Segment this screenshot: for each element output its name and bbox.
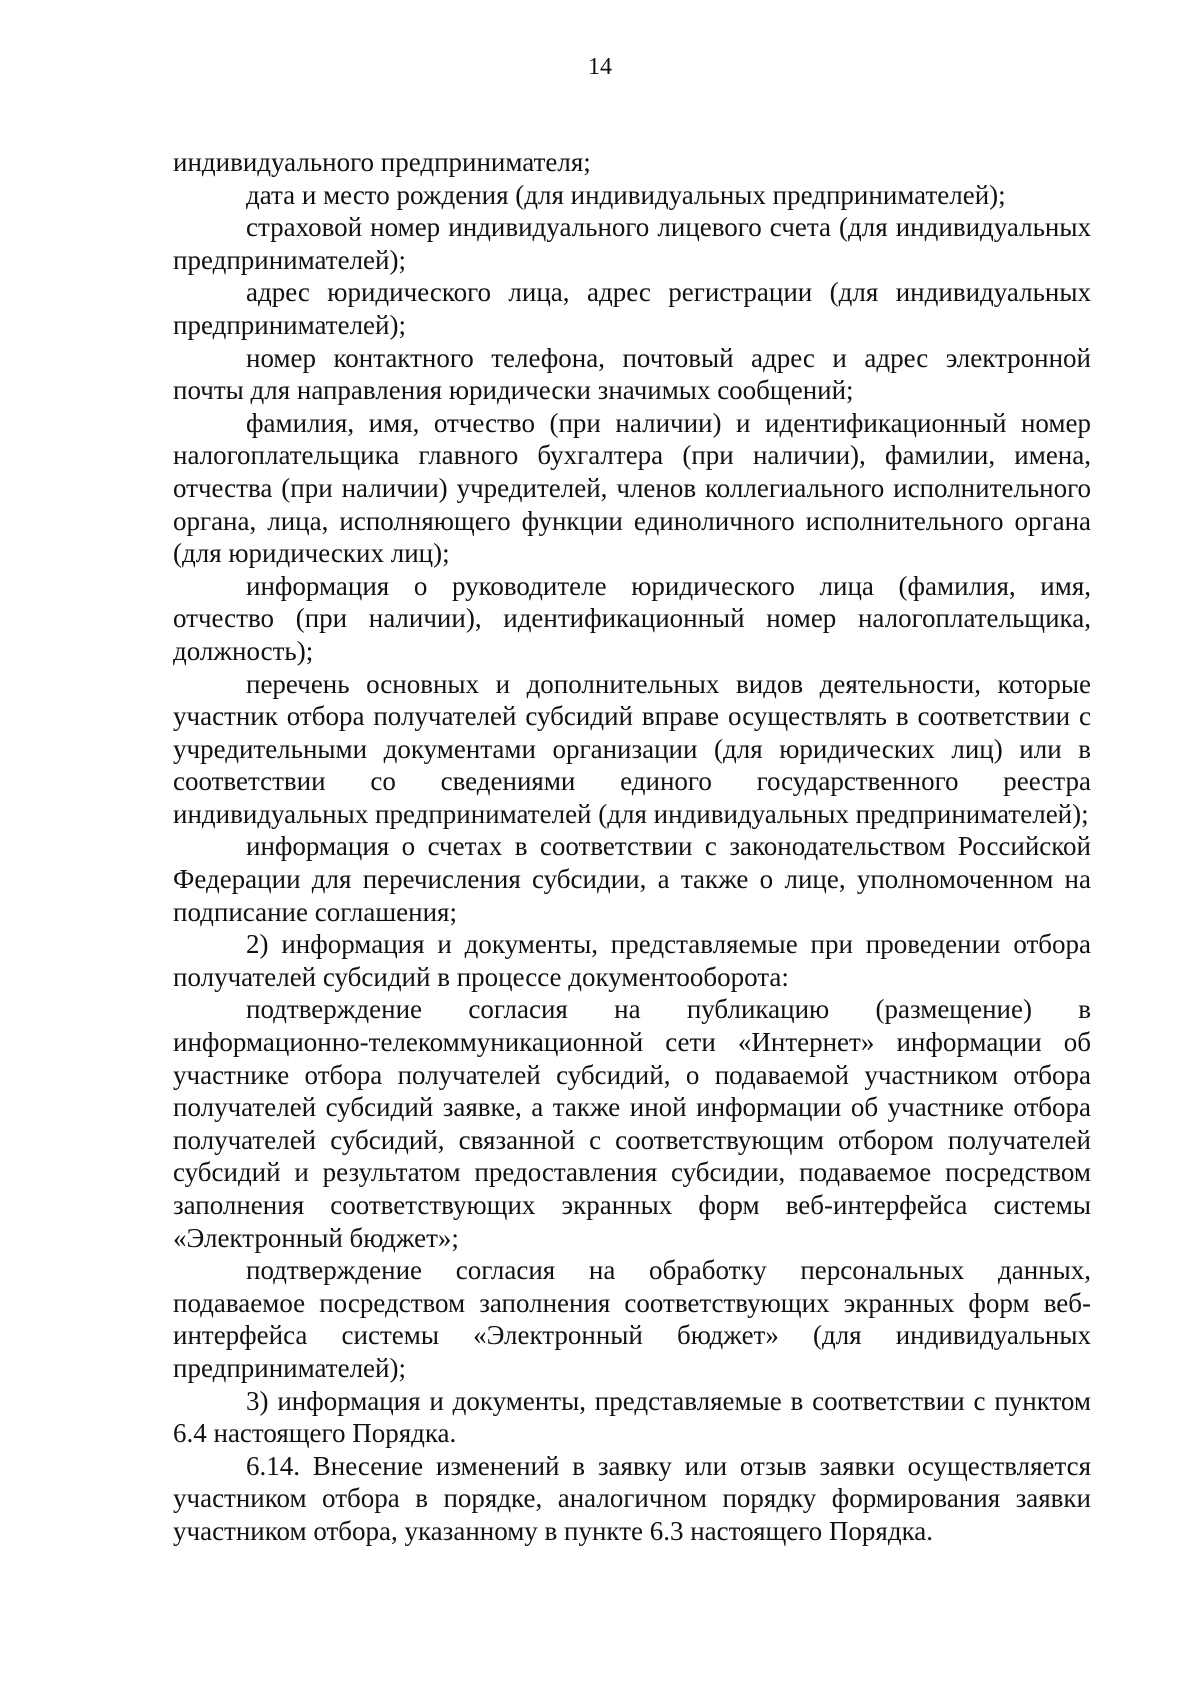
document-body [173, 146, 1091, 1548]
paragraph-section-6-14: 6.14. Внесение изменений в заявку или отзыв заявки осуществляется участником отбора в порядке, аналогичном порядку формирования заявки участником отбора, указанному в пункте 6.3 настоящего Порядка. [173, 1450, 1091, 1546]
paragraph-accountant-founders: фамилия, имя, отчество (при наличии) и идентификационный номер налогоплательщика главного бухгалтера (при наличии), фамилии, имена, отчества (при наличии) учредителей, членов коллегиального исполнительного органа, лица, исполняющего функции единоличного исполнительного органа (для юридических лиц); [173, 407, 1091, 569]
paragraph-birth-data: дата и место рождения (для индивидуальных предпринимателей); [246, 179, 1006, 210]
paragraph-insurance-number: страховой номер индивидуального лицевого счета (для индивидуальных предпринимателей); [173, 212, 1091, 275]
paragraph-accounts: информация о счетах в соответствии с законодательством Российской Федерации для перечисления субсидии, а также о лице, уполномоченном на подписание соглашения; [173, 831, 1091, 927]
paragraph-publication-consent: подтверждение согласия на публикацию (размещение) в информационно-телекоммуникационной сети «Интернет» информации об участнике отбора получателей субсидий, о подаваемой участником отбора получателей субсидий заявке, а также иной информации об участнике отбора получателей субсидий, связанной с соответствующим отбором получателей субсидий и результатом предоставления субсидии, подаваемое посредством заполнения соответствующих экранных форм веб-интерфейса системы «Электронный бюджет»; [173, 994, 1091, 1253]
paragraph-continuation: индивидуального предпринимателя; [173, 147, 591, 177]
paragraph-personal-data-consent: подтверждение согласия на обработку персональных данных, подаваемое посредством заполнения соответствующих экранных форм веб-интерфейса системы «Электронный бюджет» (для индивидуальных предпринимателей); [173, 1255, 1091, 1383]
paragraph-item-2: 2) информация и документы, представляемые при проведении отбора получателей субсидий в процессе документооборота: [173, 929, 1091, 992]
paragraph-contacts: номер контактного телефона, почтовый адрес и адрес электронной почты для направления юридически значимых сообщений; [173, 342, 1091, 406]
paragraph-item-3: 3) информация и документы, представляемые в соответствии с пунктом 6.4 настоящего Порядка. [173, 1385, 1091, 1449]
paragraph-activities: перечень основных и дополнительных видов деятельности, которые участник отбора получателей субсидий вправе осуществлять в соответствии с учредительными документами организации (для юридических лиц) или в соответствии со сведениями единого государственного реестра индивидуальных предпринимателей (для индивидуальных предпринимателей); [173, 668, 1091, 829]
paragraph-address: адрес юридического лица, адрес регистрации (для индивидуальных предпринимателей); [173, 277, 1091, 340]
paragraph-head-info: информация о руководителе юридического лица (фамилия, имя, отчество (при наличии), идентификационный номер налогоплательщика, должность); [173, 570, 1091, 666]
page-number: 14 [588, 54, 612, 80]
